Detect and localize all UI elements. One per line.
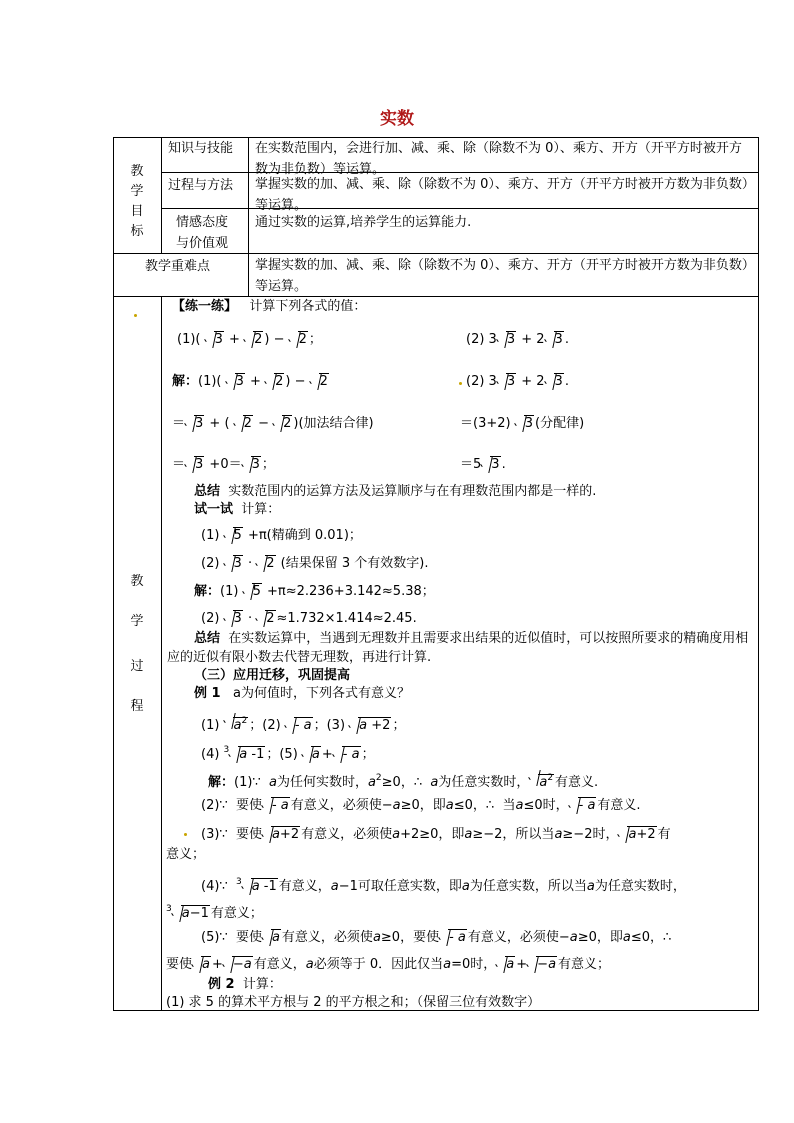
practice-instruction: 计算下列各式的值： [249,299,367,314]
practice-item-1: (1)( 3 + 2 ) − 2 ； [177,330,322,350]
solution-2-line-1: (2) 3 3 + 2 3 . [466,372,569,392]
decorative-dot [134,314,137,317]
example-2-heading: 例 2 计算： [208,977,282,992]
objective-label-knowledge: 知识与技能 [168,141,234,156]
example-1-solution-3: (3)∵ 要使 a+2 有意义，必须使a+2≥0，即a≥−2，所以当a≥−2时， a+2 有 [201,825,671,845]
example-1-solution-5: (5)∵ 要使 a 有意义，必须使a≥0，要使 - a 有意义，必须使−a≥0，即a≤0，∴ [201,928,671,948]
document-title: 实数 [380,109,414,129]
practice-heading [172,297,366,317]
example-1-heading: 例 1 a为何值时，下列各式有意义？ [194,686,410,701]
summary-1: 总结 实数范围内的运算方法及运算顺序与在有理数范围内都是一样的. [194,484,597,499]
try-item-1: (1) 5 +π(精确到 0.01)； [201,526,362,546]
solution-2-line-2: ＝(3+2) 3 (分配律) [460,414,584,434]
objective-text-process: 掌握实数的加、减、乘、除（除数不为 0）、乘方、开方（开平方时被开方数为非负数）等运算。 [255,177,749,213]
solution-2-line-3: ＝5 3 . [460,455,506,475]
section-3-heading: （三）应用迁移，巩固提高 [194,668,351,683]
solution-1-line-3: ＝ 3 +0＝ 3 ； [172,455,275,475]
example-1-items-b: (4) $^3$ a -1 ；(5) a + - a ； [201,740,375,765]
objective-label-process: 过程与方法 [168,178,234,193]
solution-1-line-2: ＝ 3 + ( 2 − 2 )(加法结合律) [172,414,374,434]
example-1-solution-3-cont: 意义； [166,847,206,862]
example-1-solution-2: (2)∵ 要使 - a 有意义，必须使−a≥0，即a≤0，∴ 当a≤0时， - a 有意义. [201,796,641,816]
try-item-2: (2) 3 · 2 (结果保留 3 个有效数字). [201,554,428,574]
example-1-solution-4-cont: $^3$ a−1 有意义； [166,899,263,924]
solution-1-line-1: 解：(1)( 3 + 2 ) − 2 [172,372,330,392]
key-points-label: 教学重难点 [145,259,211,274]
objective-label-attitude: 情感态度与价值观 [176,215,229,251]
try-solution-2: (2) 3 · 2 ≈1.732×1.414≈2.45. [201,609,417,629]
example-1-solution-4: (4)∵ $^3$ a -1 有意义，a−1可取任意实数，即a为任意实数，所以当a为任意实数时， [201,872,686,897]
objective-text-knowledge: 在实数范围内，会进行加、减、乘、除（除数不为 0）、乘方、开方（开平方时被开方数为非负数）等运算。 [255,141,742,177]
example-1-solution-1: 解：(1)∵ a为任何实数时，$a^2\ge 0$，∴ a为任意实数时， $a^2$ 有意义. [208,768,598,793]
try-solution-1: 解：(1) 5 +π≈2.236+3.142≈5.38； [194,582,435,602]
decorative-dot [459,382,462,385]
example-2-item-1: (1) 求 5 的算术平方根与 2 的平方根之和；（保留三位有效数字） [166,995,541,1010]
example-1-items-a: (1) $a^2$ ；(2) - a ；(3) a +2 ； [201,711,405,736]
objective-text-attitude: 通过实数的运算,培养学生的运算能力. [255,215,472,230]
practice-tag: 【练一练】 [172,299,238,314]
summary-2: 总结 在实数运算中，当遇到无理数并且需要求出结果的近似值时，可以按照所要求的精确度用相应的近似有限小数去代替无理数，再进行计算. [167,631,749,665]
practice-item-2: (2) 3 3 + 2 3 . [466,330,569,350]
example-1-solution-5-cont: 要使 a + −a 有意义，a必须等于 0．因此仅当a=0时， a + −a 有意义； [166,955,610,975]
key-points-text: 掌握实数的加、减、乘、除（除数不为 0）、乘方、开方（开平方时被开方数为非负数）等运算。 [255,258,749,294]
try-heading: 试一试 计算： [194,502,281,517]
decorative-dot [184,833,187,836]
